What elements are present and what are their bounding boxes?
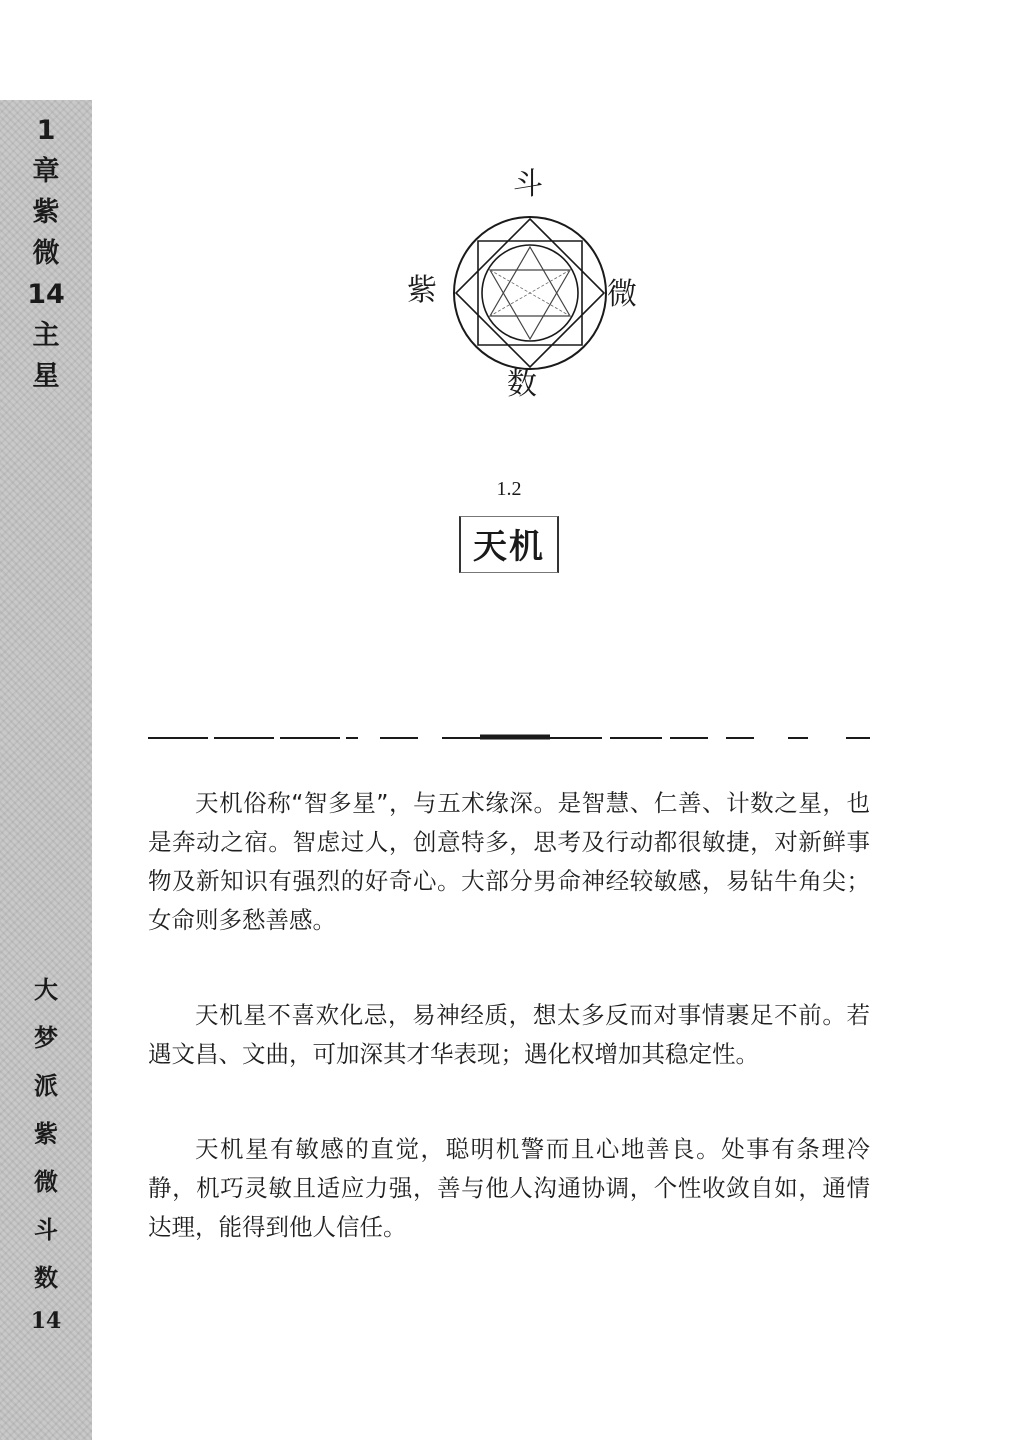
star-circle-icon xyxy=(450,213,610,373)
book-char: 数 xyxy=(34,1264,58,1292)
paragraph: 天机俗称“智多星”，与五术缘深。是智慧、仁善、计数之星，也是奔动之宿。智虑过人，创意特多，思考及行动都很敏捷，对新鲜事物及新知识有强烈的好奇心。大部分男命神经较敏感，易钻牛角尖；女命则多愁善感。 xyxy=(148,789,870,934)
chapter-char: 14 xyxy=(27,279,65,310)
paragraph: 天机星不喜欢化忌，易神经质，想太多反而对事情裹足不前。若遇文昌、文曲，可加深其才华表现；遇化权增加其稳定性。 xyxy=(148,1001,870,1068)
paragraph: 天机星有敏感的直觉，聪明机警而且心地善良。处事有条理冷静，机巧灵敏且适应力强，善与他人沟通协调，个性收敛自如，通情达理，能得到他人信任。 xyxy=(148,1135,870,1241)
body-text xyxy=(148,784,870,1303)
section-title-wrap xyxy=(0,516,1018,573)
book-char: 派 xyxy=(34,1072,58,1100)
page-number: 14 xyxy=(30,1308,62,1334)
side-strip xyxy=(0,100,92,1440)
emblem-glyph-right: 微 xyxy=(607,277,637,312)
chapter-char: 紫 xyxy=(32,197,60,228)
divider-line xyxy=(148,730,870,744)
chapter-char: 章 xyxy=(32,156,60,187)
book-char: 紫 xyxy=(34,1120,58,1148)
book-title-vertical xyxy=(0,966,92,1302)
section-title: 天机 xyxy=(459,516,559,573)
emblem-glyph-top: 斗 xyxy=(513,167,543,202)
chapter-char: 星 xyxy=(32,361,60,392)
chapter-char: 微 xyxy=(32,238,60,269)
emblem-glyph-bottom: 数 xyxy=(507,367,537,402)
section-number: 1.2 xyxy=(496,478,522,500)
chapter-title-vertical xyxy=(0,110,92,397)
book-char: 斗 xyxy=(34,1216,58,1244)
book-char: 梦 xyxy=(34,1024,58,1052)
emblem xyxy=(395,167,665,410)
chapter-char: 主 xyxy=(32,320,60,351)
chapter-char: 1 xyxy=(36,115,56,146)
book-char: 大 xyxy=(34,976,58,1004)
emblem-glyph-left: 紫 xyxy=(407,273,437,308)
book-char: 微 xyxy=(34,1168,58,1196)
